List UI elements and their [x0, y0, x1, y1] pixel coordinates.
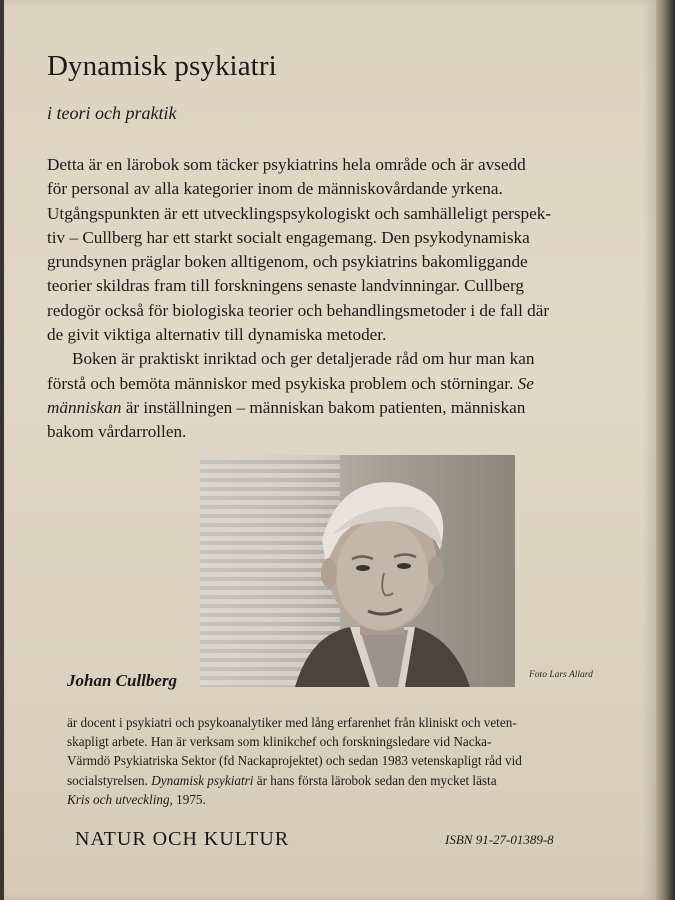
bio-text-segment: är hans första lärobok sedan den mycket lästa	[253, 772, 497, 788]
author-name: Johan Cullberg	[67, 671, 178, 690]
blurb-line: Boken är praktiskt inriktad och ger detaljerade råd om hur man kan	[72, 349, 535, 369]
blurb-line: för personal av alla kategorier inom de människovårdande yrkena.	[47, 179, 503, 199]
blurb-line: Utgångspunkten är ett utvecklingspsykologiskt och samhälleligt perspek-	[47, 203, 552, 223]
publisher-name: NATUR OCH KULTUR	[75, 828, 290, 850]
blurb-text-segment: förstå och bemöta människor med psykiska problem och störningar.	[47, 373, 518, 393]
bio-text-segment: socialstyrelsen.	[67, 772, 152, 788]
book-spine-edge	[656, 0, 675, 900]
bio-text-segment: , 1975.	[169, 791, 206, 807]
blurb-emphasis: Se	[517, 373, 534, 393]
book-subtitle: i teori och praktik	[47, 103, 177, 123]
author-portrait	[200, 455, 515, 687]
bio-book-title: Dynamisk psykiatri	[151, 772, 254, 788]
author-bio	[67, 713, 567, 809]
bio-line: är docent i psykiatri och psykoanalytiker med lång erfarenhet från kliniskt och veten-	[67, 715, 517, 730]
bio-line: skapligt arbete. Han är verksam som klinikchef och forskningsledare vid Nacka-	[67, 734, 492, 750]
blurb-line: redogör också för biologiska teorier och behandlingsmetoder i de fall där	[47, 300, 550, 320]
book-title: Dynamisk psykiatri	[47, 50, 277, 82]
blurb-line: Detta är en lärobok som täcker psykiatrins hela område och är avsedd	[47, 155, 526, 174]
blurb-line	[47, 372, 567, 396]
blurb-emphasis: människan	[47, 397, 122, 417]
blurb-text	[47, 153, 567, 445]
book-back-cover	[4, 0, 656, 900]
photo-credit: Foto Lars Allard	[529, 670, 593, 680]
author-photo	[200, 455, 515, 687]
blurb-line: grundsynen präglar boken alltigenom, och psykiatrins bakomliggande	[47, 252, 528, 272]
bio-line: Värmdö Psykiatriska Sektor (fd Nackaprojektet) och sedan 1983 vetenskapligt råd vid	[67, 753, 522, 769]
blurb-line: bakom vårdarrollen.	[47, 422, 187, 442]
bio-line	[67, 771, 567, 790]
isbn-number: ISBN 91-27-01389-8	[445, 832, 554, 847]
blurb-text-segment: är inställningen – människan bakom patienten, människan	[121, 397, 526, 417]
blurb-line: teorier skildras fram till forskningens senaste landvinningar. Cullberg	[47, 276, 525, 296]
blurb-line: de givit viktiga alternativ till dynamiska metoder.	[47, 325, 387, 345]
bio-line	[67, 790, 567, 809]
blurb-line: tiv – Cullberg har ett starkt socialt engagemang. Den psykodynamiska	[47, 227, 530, 247]
bio-book-title: Kris och utveckling	[67, 791, 170, 807]
blurb-line	[47, 396, 567, 420]
